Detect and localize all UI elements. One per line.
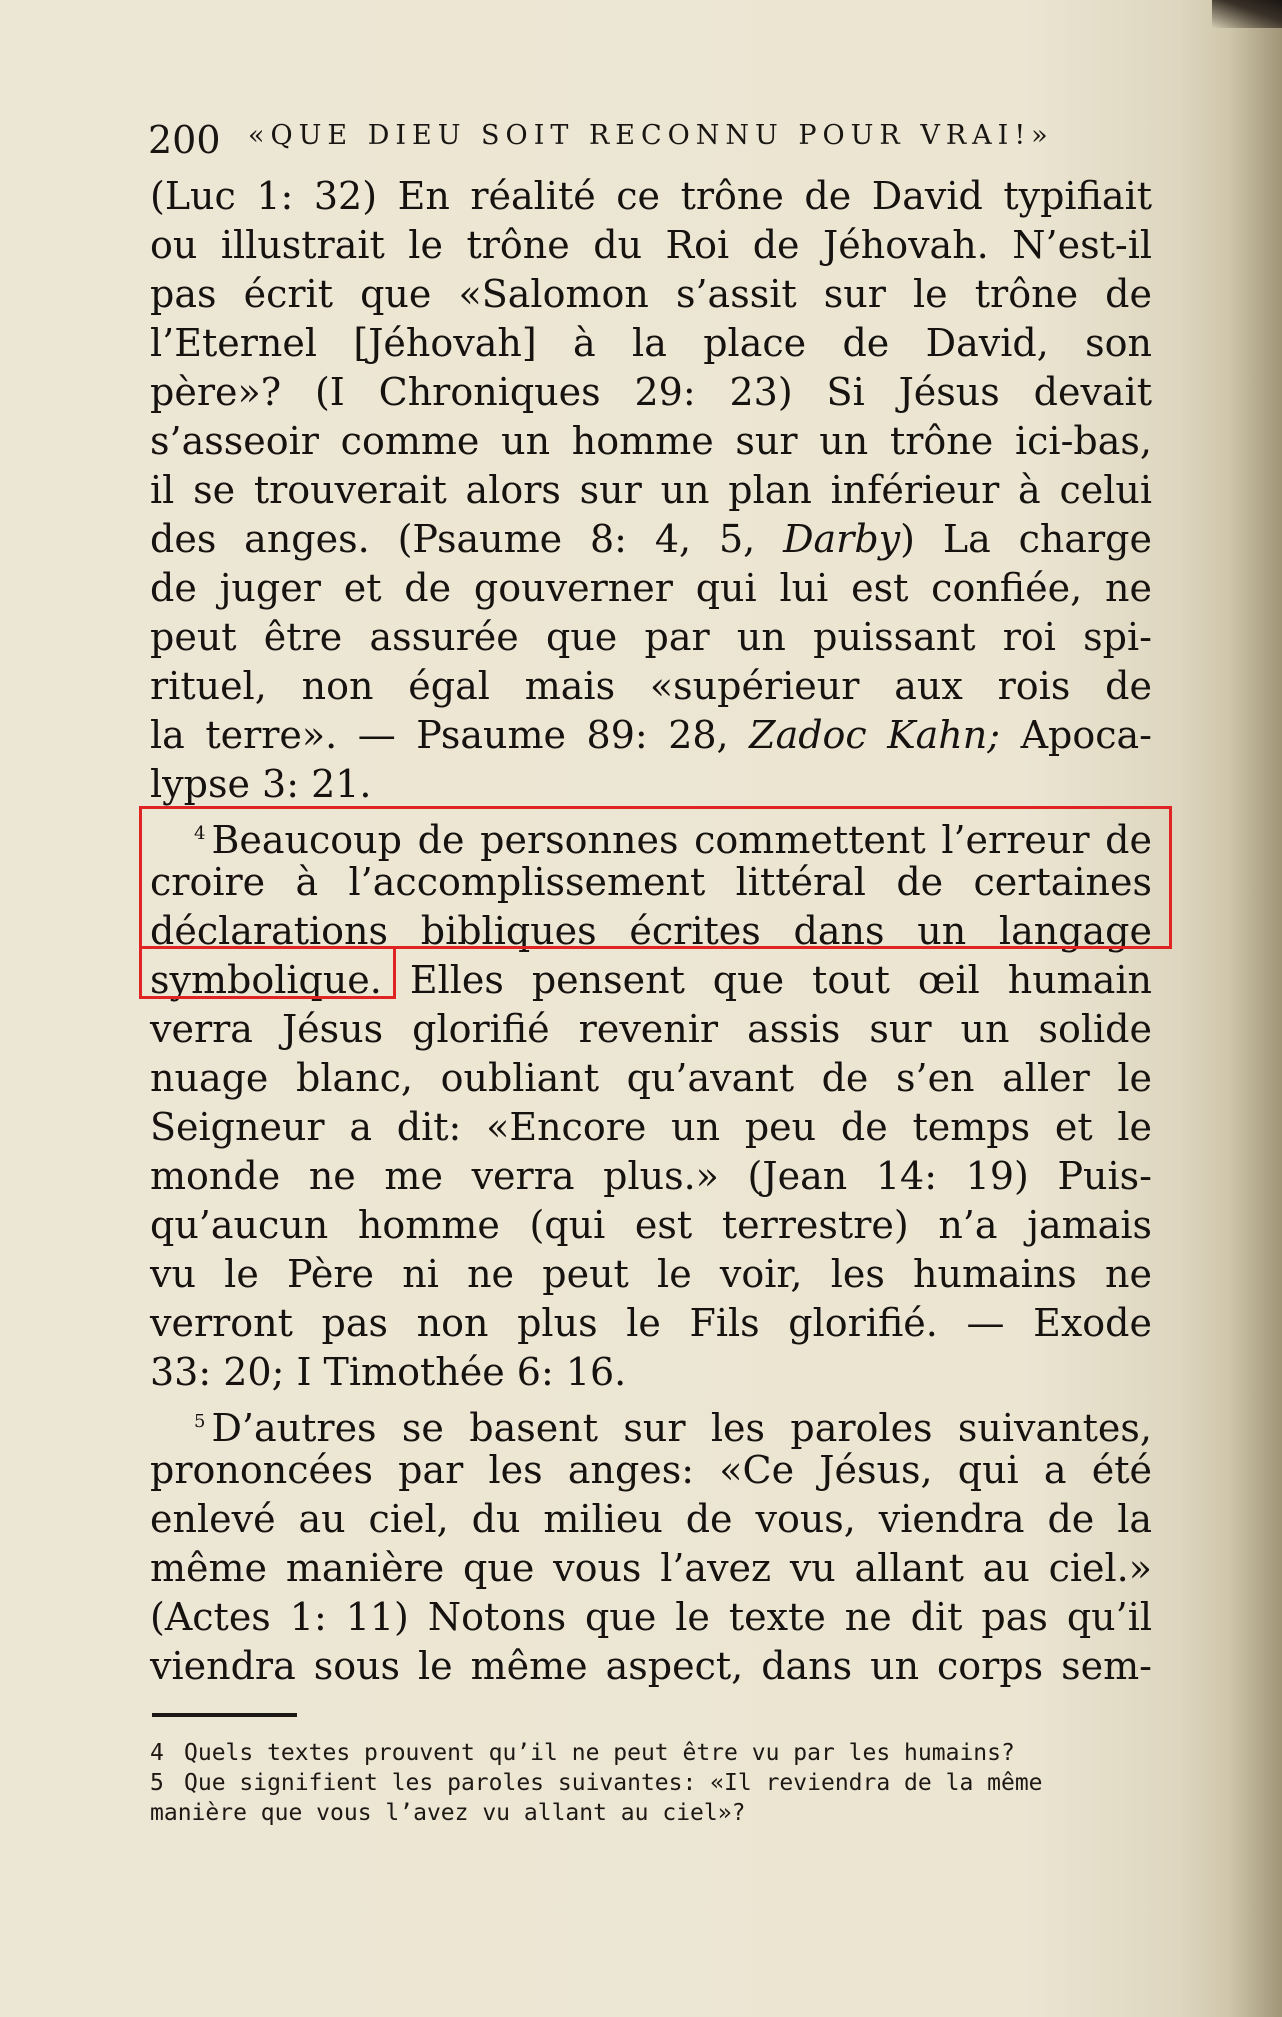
text-line: père»? (I Chroniques 29: 23) Si Jésus devait — [150, 370, 1152, 414]
footnote-number: 4 — [150, 1740, 164, 1766]
footnote-text: Que signifient les paroles suivantes: «Il reviendra de la même — [184, 1770, 1043, 1796]
page-header — [148, 108, 1168, 168]
text-line: déclarations bibliques écrites dans un langage — [150, 909, 1152, 953]
text-line: symbolique. Elles pensent que tout œil humain — [150, 958, 1152, 1002]
text-line: ou illustrait le trône du Roi de Jéhovah. N’est-il — [150, 223, 1152, 267]
text-segment: la terre». — Psaume 89: 28, — [150, 713, 750, 757]
paragraph-number: 5 — [194, 1411, 206, 1432]
text-line: enlevé au ciel, du milieu de vous, viendra de la — [150, 1497, 1152, 1541]
text-line: vu le Père ni ne peut le voir, les humains ne — [150, 1252, 1152, 1296]
text-line: même manière que vous l’avez vu allant au ciel.» — [150, 1546, 1152, 1590]
text-line: monde ne me verra plus.» (Jean 14: 19) Puis- — [150, 1154, 1152, 1198]
footnote-4 — [150, 1738, 1158, 1768]
text-segment: D’autres se basent sur les paroles suivantes, — [211, 1406, 1152, 1450]
italic-citation: Zadoc Kahn; — [749, 713, 1001, 757]
footnote-5-continued: manière que vous l’avez vu allant au ciel»? — [150, 1800, 746, 1826]
footnote-number: 5 — [150, 1770, 164, 1796]
text-line — [150, 515, 1152, 564]
text-line: peut être assurée que par un puissant roi spi- — [150, 615, 1152, 659]
text-line: rituel, non égal mais «supérieur aux rois de — [150, 664, 1152, 708]
footnote-text: Quels textes prouvent qu’il ne peut être vu par les humains? — [184, 1740, 1015, 1766]
italic-citation: Darby — [783, 517, 901, 561]
footnotes — [150, 1738, 1158, 1828]
text-line: 33: 20; I Timothée 6: 16. — [150, 1350, 627, 1394]
paragraph-5-first-line — [150, 1397, 1152, 1450]
text-line: nuage blanc, oubliant qu’avant de s’en aller le — [150, 1056, 1152, 1100]
text-line: l’Eternel [Jéhovah] à la place de David, son — [150, 321, 1152, 365]
footnote-rule — [152, 1713, 297, 1717]
text-segment: Beaucoup de personnes commettent l’erreur de — [211, 818, 1152, 862]
highlight-annotation — [139, 806, 1172, 949]
page-corner-shadow — [1212, 0, 1282, 28]
text-line: Seigneur a dit: «Encore un peu de temps et le — [150, 1105, 1152, 1149]
footnote-5 — [150, 1768, 1158, 1798]
text-line: pas écrit que «Salomon s’assit sur le trône de — [150, 272, 1152, 316]
text-line: de juger et de gouverner qui lui est confiée, ne — [150, 566, 1152, 610]
text-line: (Luc 1: 32) En réalité ce trône de David typifiait — [150, 174, 1152, 218]
text-line: il se trouverait alors sur un plan inférieur à celui — [150, 468, 1152, 512]
page-number: 200 — [148, 118, 221, 162]
text-line: verra Jésus glorifié revenir assis sur un solide — [150, 1007, 1152, 1051]
paragraph-number: 4 — [194, 823, 206, 844]
text-line: viendra sous le même aspect, dans un corps sem- — [150, 1644, 1152, 1688]
text-line: s’asseoir comme un homme sur un trône ici-bas, — [150, 419, 1152, 463]
text-line: verront pas non plus le Fils glorifié. — Exode — [150, 1301, 1152, 1345]
text-segment: ) La charge — [900, 517, 1152, 561]
text-segment: Apoca- — [1000, 713, 1152, 757]
text-segment: des anges. (Psaume 8: 4, 5, — [150, 517, 784, 561]
text-line: qu’aucun homme (qui est terrestre) n’a jamais — [150, 1203, 1152, 1247]
running-title: «QUE DIEU SOIT RECONNU POUR VRAI!» — [248, 120, 1054, 151]
text-line: prononcées par les anges: «Ce Jésus, qui a été — [150, 1448, 1152, 1492]
text-line: croire à l’accomplissement littéral de certaines — [150, 860, 1152, 904]
text-line: (Actes 1: 11) Notons que le texte ne dit pas qu’il — [150, 1595, 1152, 1639]
text-line: lypse 3: 21. — [150, 762, 372, 806]
spine-shadow — [1227, 0, 1282, 2017]
highlight-annotation-tail — [139, 946, 396, 999]
text-line — [150, 711, 1152, 760]
